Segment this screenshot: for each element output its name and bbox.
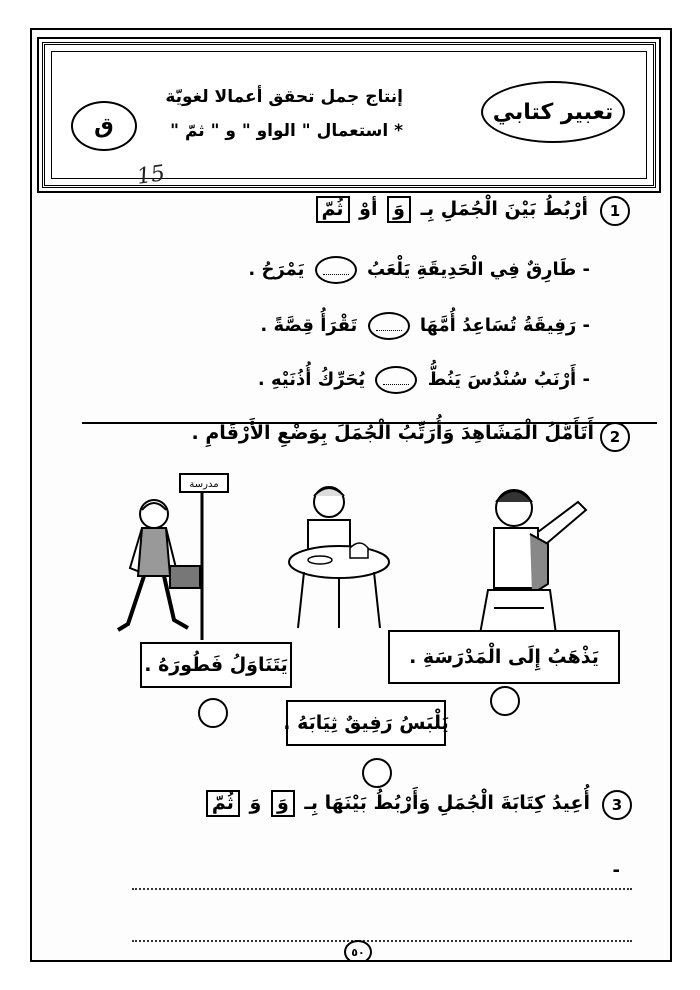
boy-eating-illustration: [284, 480, 394, 630]
sentence-part-1: أَرْنَبُ سُنْدُسَ يَنُطُّ: [427, 369, 577, 390]
dash: -: [582, 369, 590, 390]
sentence-part-2: يُحَرِّكُ أُذُنَيْهِ .: [257, 369, 366, 390]
instruction-text: أرْبُطُ بَيْنَ الْجُمَلِ بِـ: [420, 198, 588, 220]
or-word: أوْ: [359, 198, 378, 220]
and-word: وَ: [249, 792, 262, 814]
sentence-part-1: رَفِيقَةُ تُسَاعِدُ أُمَّهَا: [419, 315, 577, 336]
caption-eating: يَتَنَاوَلُ فَطُورَهُ .: [140, 642, 292, 688]
school-sign-text: مدرسة: [189, 479, 219, 490]
page-number: ٥٠: [344, 940, 372, 962]
answer-blank-2[interactable]: [368, 312, 410, 340]
thumma-box: ثُمّ: [206, 790, 240, 817]
answer-blank-3[interactable]: [375, 366, 417, 394]
ex1-item-3: [258, 366, 590, 394]
letter-badge: ق: [71, 101, 137, 151]
exercise-1-instruction: [313, 196, 589, 223]
dash: -: [582, 315, 590, 336]
exercise-1-number: 1: [600, 196, 630, 226]
exercise-3-number: 3: [602, 790, 632, 820]
header-line-2: * استعمال " الواو " و " ثمّ ": [170, 121, 403, 141]
answer-line-1[interactable]: [132, 888, 632, 890]
sentence-part-2: يَمْرَحُ .: [248, 259, 305, 280]
exercise-2-instruction: أَتَأَمَّلُ الْمَشَاهِدَ وَأُرَتِّبُ الْجُمَلَ بِوَضْعِ الأَرْقَامِ .: [191, 422, 594, 444]
sentence-part-2: تَقْرَأُ قِصَّةً .: [260, 315, 358, 336]
dash: -: [582, 259, 590, 280]
order-circle-dressing[interactable]: [362, 758, 392, 788]
worksheet-title: تعبير كتابي: [481, 81, 625, 143]
exercise-3-instruction: [203, 790, 590, 817]
answer-line-2[interactable]: [132, 940, 632, 942]
worksheet-page: [30, 28, 672, 962]
order-circle-eating[interactable]: [198, 698, 228, 728]
ex1-item-1: [248, 256, 590, 284]
boy-dressing-illustration: [474, 478, 604, 638]
boy-walking-to-school-illustration: [102, 470, 232, 640]
thumma-box: ثُمّ: [316, 196, 350, 223]
ex1-item-2: [260, 312, 590, 340]
caption-dressing: يَلْبَسُ رَفِيقٌ ثِيَابَهُ .: [286, 700, 446, 746]
exercise-2-number: 2: [600, 422, 630, 452]
header-line-1: إنتاج جمل تحقق أعمالا لغويّة: [165, 87, 403, 107]
header-frame: [42, 42, 656, 188]
sentence-part-1: طَارِقٌ فِي الْحَدِيقَةِ يَلْعَبُ: [367, 259, 577, 280]
waw-box: وَ: [271, 790, 295, 817]
handwritten-score: 15: [135, 161, 167, 190]
answer-blank-1[interactable]: [315, 256, 357, 284]
instruction-text: أُعِيدُ كِتَابَةَ الْجُمَلِ وَأَرْبُطُ بَيْنَهَا بِـ: [304, 792, 590, 814]
waw-box: وَ: [387, 196, 411, 223]
order-circle-school[interactable]: [490, 686, 520, 716]
caption-going-to-school: يَذْهَبُ إِلَى الْمَدْرَسَةِ .: [388, 630, 620, 684]
answer-dash: -: [612, 860, 620, 881]
